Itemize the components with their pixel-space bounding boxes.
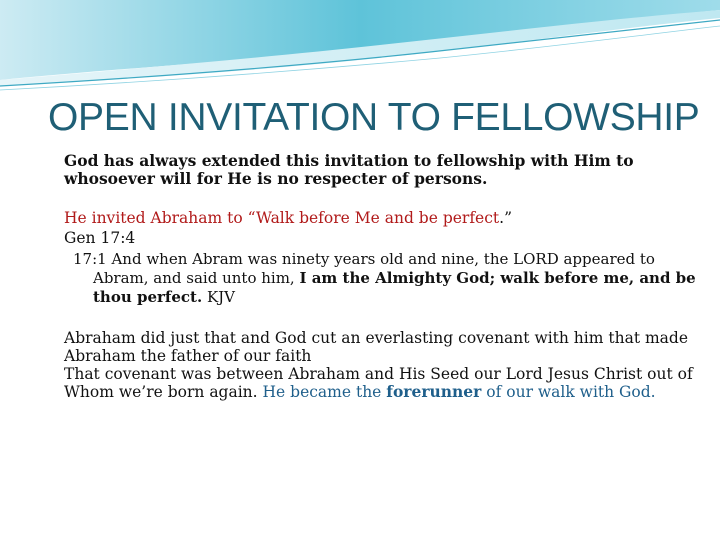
scripture-reference: Gen 17:4 (64, 229, 136, 247)
verse-quote (73, 250, 704, 307)
invitation-line (64, 208, 704, 228)
forerunner-word: forerunner (386, 382, 482, 401)
forerunner-pre: He became the (262, 383, 387, 401)
invitation-quote-end: .” (499, 209, 513, 227)
header-wave-decoration (0, 0, 720, 95)
covenant-text: That covenant was between Abraham and His Seed our Lord Jesus Christ out of Whom we’re born again. (64, 365, 693, 401)
verse-version: KJV (202, 288, 236, 306)
slide-title: OPEN INVITATION TO FELLOWSHIP (48, 96, 700, 139)
intro-paragraph: God has always extended this invitation to fellowship with Him to whosoever will for He is no respecter of persons. (64, 151, 634, 188)
slide-body (64, 152, 704, 401)
invitation-text: He invited Abraham to “Walk before Me and be perfect (64, 209, 500, 227)
verse-text: 17:1 And when Abram was ninety years old and nine, the LORD appeared to Abram, and said unto him, (73, 250, 655, 287)
covenant-paragraph (64, 365, 704, 401)
forerunner-post: of our walk with God. (481, 383, 656, 401)
abraham-paragraph: Abraham did just that and God cut an everlasting covenant with him that made Abraham the father of our faith (64, 329, 689, 365)
verse-emphasis: I am the Almighty God; walk before me, and be thou perfect. (93, 269, 696, 306)
